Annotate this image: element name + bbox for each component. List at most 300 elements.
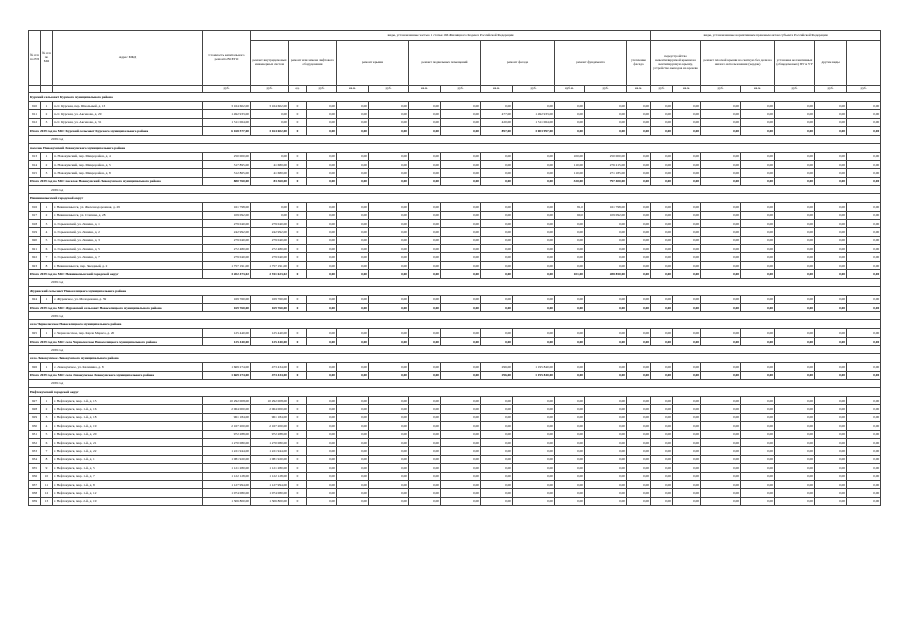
value-cell: 0,00 bbox=[651, 405, 673, 413]
value-cell: 0,00 bbox=[441, 160, 481, 168]
total-value-cell: 0,00 bbox=[337, 371, 369, 379]
value-cell: 276 215,00 bbox=[585, 160, 627, 168]
value-cell: 0,00 bbox=[441, 363, 481, 371]
table-row bbox=[29, 455, 881, 463]
unit-cell: руб. bbox=[847, 86, 881, 93]
row-number-cell: 921 bbox=[29, 245, 41, 253]
value-cell: 1 511 064,00 bbox=[513, 118, 555, 126]
value-cell: 0,00 bbox=[369, 160, 409, 168]
value-cell: 0,00 bbox=[741, 363, 775, 371]
value-cell: 0,00 bbox=[847, 236, 881, 244]
value-cell: 1 121 280,00 bbox=[251, 464, 289, 472]
value-cell: 0 bbox=[289, 405, 307, 413]
total-value-cell: 0,00 bbox=[627, 371, 651, 379]
value-cell: 1 306 800,00 bbox=[203, 497, 251, 505]
value-cell: 0,00 bbox=[481, 253, 513, 261]
row-number-cell: 928 bbox=[29, 405, 41, 413]
year-label: 2039 год bbox=[29, 135, 881, 143]
mo-number-cell: 8 bbox=[41, 455, 53, 463]
value-cell: 0,00 bbox=[369, 219, 409, 227]
value-cell: 0,00 bbox=[847, 261, 881, 269]
row-number-cell: 930 bbox=[29, 422, 41, 430]
value-cell: 1 757 191,00 bbox=[203, 261, 251, 269]
header-sub: ремонт внутридомовых инженерных систем bbox=[251, 41, 289, 86]
value-cell: 0,00 bbox=[627, 253, 651, 261]
value-cell: 0,00 bbox=[481, 422, 513, 430]
year-row bbox=[29, 186, 881, 194]
value-cell: 0,00 bbox=[673, 261, 701, 269]
total-value-cell: 0,00 bbox=[815, 127, 847, 135]
value-cell: 0,00 bbox=[815, 110, 847, 118]
value-cell: 0,00 bbox=[815, 152, 847, 160]
value-cell: 0,00 bbox=[651, 497, 673, 505]
address-cell: г. Нефтекумск, мкр. 1-й, д. 20 bbox=[53, 430, 203, 438]
value-cell: 60,0 bbox=[555, 211, 585, 219]
table-row bbox=[29, 211, 881, 219]
table-row bbox=[29, 102, 881, 110]
municipality-name: село Чернолесское Новоселицкого муниципального района bbox=[29, 320, 881, 329]
value-cell: 279 040,00 bbox=[203, 219, 251, 227]
value-cell: 0,00 bbox=[815, 203, 847, 211]
value-cell: 0,00 bbox=[513, 211, 555, 219]
table-row bbox=[29, 228, 881, 236]
total-value-cell: 296,00 bbox=[481, 371, 513, 379]
value-cell: 0,00 bbox=[337, 497, 369, 505]
value-cell: 0,00 bbox=[307, 253, 337, 261]
table-row bbox=[29, 152, 881, 160]
row-number-cell: 922 bbox=[29, 253, 41, 261]
value-cell: 0,00 bbox=[369, 203, 409, 211]
table-row bbox=[29, 295, 881, 303]
value-cell: 0,00 bbox=[815, 329, 847, 337]
total-label: Итого 2039 год по МО: Курский сельсовет Курского муниципального района bbox=[29, 127, 203, 135]
value-cell: 0,00 bbox=[337, 160, 369, 168]
value-cell: 0,00 bbox=[513, 422, 555, 430]
value-cell: 0,00 bbox=[775, 236, 815, 244]
header-col-mkd-num: № п/п по МО bbox=[41, 31, 53, 86]
value-cell: 0,00 bbox=[673, 228, 701, 236]
total-value-cell: 0,00 bbox=[741, 127, 775, 135]
address-cell: п. Горьковский, ул. Ленина, д. 1 bbox=[53, 219, 203, 227]
value-cell: 0,00 bbox=[585, 102, 627, 110]
total-value-cell: 0,00 bbox=[441, 371, 481, 379]
total-row bbox=[29, 337, 881, 345]
value-cell: 0,00 bbox=[651, 228, 673, 236]
total-value-cell: 0,00 bbox=[701, 177, 741, 185]
value-cell: 0,00 bbox=[627, 405, 651, 413]
total-value-cell: 0,00 bbox=[847, 337, 881, 345]
value-cell: 0,00 bbox=[555, 329, 585, 337]
value-cell: 0,00 bbox=[741, 455, 775, 463]
value-cell: 0,00 bbox=[409, 211, 441, 219]
value-cell: 0,00 bbox=[701, 110, 741, 118]
row-number-cell: 915 bbox=[29, 169, 41, 177]
municipality-name: село Левокумское Левокумского муниципального района bbox=[29, 354, 881, 363]
value-cell: 0,00 bbox=[441, 396, 481, 404]
value-cell: 0,00 bbox=[847, 211, 881, 219]
total-value-cell: 0,00 bbox=[585, 304, 627, 312]
value-cell: 1 270 080,00 bbox=[203, 438, 251, 446]
value-cell: 2 064 000,00 bbox=[251, 405, 289, 413]
table-row bbox=[29, 236, 881, 244]
value-cell: 0,00 bbox=[673, 396, 701, 404]
total-value-cell: 0,00 bbox=[555, 304, 585, 312]
value-cell: 0,00 bbox=[555, 261, 585, 269]
value-cell: 0,00 bbox=[441, 236, 481, 244]
year-row bbox=[29, 312, 881, 320]
address-cell: г. Невинномысск, пер. Звездный, д. 2 bbox=[53, 261, 203, 269]
value-cell: 0,00 bbox=[513, 430, 555, 438]
value-cell: 272 480,00 bbox=[251, 245, 289, 253]
value-cell: 0,00 bbox=[701, 160, 741, 168]
value-cell: 0,00 bbox=[847, 228, 881, 236]
value-cell: 0,00 bbox=[307, 169, 337, 177]
value-cell: 0,00 bbox=[673, 497, 701, 505]
total-value-cell: 0,00 bbox=[847, 371, 881, 379]
value-cell: 0 bbox=[289, 489, 307, 497]
mo-number-cell: 1 bbox=[41, 102, 53, 110]
total-value-cell: 0,00 bbox=[651, 371, 673, 379]
value-cell: 161 798,00 bbox=[203, 203, 251, 211]
value-cell: 0,00 bbox=[441, 329, 481, 337]
value-cell: 0,00 bbox=[847, 295, 881, 303]
total-value-cell: 0,00 bbox=[627, 304, 651, 312]
mo-number-cell: 3 bbox=[41, 118, 53, 126]
value-cell: 0,00 bbox=[741, 413, 775, 421]
value-cell: 0,00 bbox=[585, 438, 627, 446]
value-cell: 0,00 bbox=[369, 169, 409, 177]
value-cell: 0,00 bbox=[815, 405, 847, 413]
value-cell: 1 306 800,00 bbox=[251, 497, 289, 505]
value-cell: 972 288,00 bbox=[251, 430, 289, 438]
value-cell: 0,00 bbox=[701, 253, 741, 261]
value-cell: 0,00 bbox=[513, 160, 555, 168]
value-cell: 0 bbox=[289, 396, 307, 404]
value-cell: 1 127 994,00 bbox=[203, 480, 251, 488]
value-cell: 0,00 bbox=[307, 422, 337, 430]
address-cell: п. Горьковский, ул. Ленина, д. 7 bbox=[53, 253, 203, 261]
municipality-name: Невинномысский городской округ bbox=[29, 194, 881, 203]
total-value-cell: 0,00 bbox=[701, 270, 741, 278]
value-cell: 0,00 bbox=[585, 363, 627, 371]
value-cell: 0,00 bbox=[409, 261, 441, 269]
value-cell: 0,00 bbox=[701, 363, 741, 371]
header-col-cost: Стоимость капитального ремонта ВСЕГО bbox=[203, 31, 251, 86]
mo-number-cell: 8 bbox=[41, 261, 53, 269]
value-cell: 0,00 bbox=[673, 489, 701, 497]
value-cell: 0,00 bbox=[627, 497, 651, 505]
value-cell: 0,00 bbox=[585, 236, 627, 244]
value-cell: 0,00 bbox=[651, 447, 673, 455]
value-cell: 0 bbox=[289, 118, 307, 126]
value-cell: 0,00 bbox=[513, 329, 555, 337]
header-group-federal: виды, установленные частью 1 статьи 166 Жилищного Кодекса Российской Федерации bbox=[251, 31, 651, 41]
value-cell: 0,00 bbox=[409, 160, 441, 168]
total-value-cell: 0,00 bbox=[307, 270, 337, 278]
total-value-cell: 0,00 bbox=[555, 127, 585, 135]
value-cell: 0,00 bbox=[741, 110, 775, 118]
value-cell: 0,00 bbox=[673, 211, 701, 219]
value-cell: 0,00 bbox=[481, 169, 513, 177]
value-cell: 0,00 bbox=[369, 464, 409, 472]
value-cell: 10 292 008,00 bbox=[203, 396, 251, 404]
value-cell: 0,00 bbox=[513, 464, 555, 472]
value-cell: 0,00 bbox=[555, 245, 585, 253]
total-value-cell: 0,00 bbox=[337, 127, 369, 135]
total-value-cell: 0,00 bbox=[775, 177, 815, 185]
value-cell: 0,00 bbox=[775, 447, 815, 455]
total-value-cell: 3 003 997,00 bbox=[513, 127, 555, 135]
value-cell: 0,00 bbox=[409, 203, 441, 211]
year-label: 2039 год bbox=[29, 278, 881, 286]
value-cell: 1 757 191,00 bbox=[251, 261, 289, 269]
value-cell: 0,00 bbox=[651, 160, 673, 168]
value-cell: 0,00 bbox=[585, 497, 627, 505]
total-value-cell: 0,00 bbox=[741, 270, 775, 278]
value-cell: 0 bbox=[289, 253, 307, 261]
value-cell: 0,00 bbox=[673, 480, 701, 488]
value-cell: 0 bbox=[289, 160, 307, 168]
value-cell: 0,00 bbox=[369, 152, 409, 160]
mo-number-cell: 2 bbox=[41, 160, 53, 168]
value-cell: 1 492 933,00 bbox=[203, 110, 251, 118]
value-cell: 0,00 bbox=[337, 455, 369, 463]
total-value-cell: 0,00 bbox=[815, 337, 847, 345]
total-value-cell: 0,00 bbox=[673, 337, 701, 345]
row-number-cell: 914 bbox=[29, 160, 41, 168]
value-cell: 0,00 bbox=[775, 219, 815, 227]
value-cell: 0,00 bbox=[651, 413, 673, 421]
value-cell: 0,00 bbox=[409, 438, 441, 446]
value-cell: 0,00 bbox=[701, 118, 741, 126]
value-cell: 1 511 064,00 bbox=[203, 118, 251, 126]
value-cell: 0,00 bbox=[409, 363, 441, 371]
total-value-cell: 0,00 bbox=[555, 371, 585, 379]
value-cell: 0,00 bbox=[651, 396, 673, 404]
year-row bbox=[29, 346, 881, 354]
value-cell: 0,00 bbox=[701, 203, 741, 211]
value-cell: 1 121 280,00 bbox=[203, 464, 251, 472]
value-cell: 0,00 bbox=[481, 489, 513, 497]
value-cell: 0,00 bbox=[815, 438, 847, 446]
total-value-cell: 101,00 bbox=[555, 270, 585, 278]
value-cell: 0,00 bbox=[741, 169, 775, 177]
header-sub: ремонт или замена лифтового оборудования bbox=[289, 41, 337, 86]
value-cell: 0,00 bbox=[775, 363, 815, 371]
table-row bbox=[29, 118, 881, 126]
value-cell: 0,00 bbox=[337, 152, 369, 160]
mo-number-cell: 1 bbox=[41, 152, 53, 160]
value-cell: 0,00 bbox=[627, 169, 651, 177]
value-cell: 0,00 bbox=[307, 489, 337, 497]
value-cell: 0,00 bbox=[741, 438, 775, 446]
value-cell: 0,00 bbox=[701, 405, 741, 413]
year-label: 2039 год bbox=[29, 186, 881, 194]
value-cell: 0,00 bbox=[409, 455, 441, 463]
value-cell: 0,00 bbox=[555, 472, 585, 480]
value-cell: 0,00 bbox=[585, 329, 627, 337]
header-sub: другие виды bbox=[815, 41, 847, 86]
value-cell: 0,00 bbox=[673, 253, 701, 261]
value-cell: 0,00 bbox=[513, 489, 555, 497]
address-cell: г. Нефтекумск, мкр. 1-й, д. 5 bbox=[53, 464, 203, 472]
value-cell: 0,00 bbox=[409, 253, 441, 261]
total-value-cell: 0,00 bbox=[627, 177, 651, 185]
value-cell: 0,00 bbox=[481, 405, 513, 413]
mo-number-cell: 7 bbox=[41, 447, 53, 455]
total-value-cell: 0,00 bbox=[441, 127, 481, 135]
table-row bbox=[29, 447, 881, 455]
value-cell: 0,00 bbox=[815, 118, 847, 126]
value-cell: 0,00 bbox=[673, 295, 701, 303]
value-cell: 0,00 bbox=[815, 102, 847, 110]
total-value-cell: 288 850,00 bbox=[585, 270, 627, 278]
value-cell: 0,00 bbox=[585, 480, 627, 488]
total-value-cell: 2 911 623,02 bbox=[251, 270, 289, 278]
table-row bbox=[29, 253, 881, 261]
value-cell: 0,00 bbox=[555, 102, 585, 110]
value-cell: 0,00 bbox=[775, 413, 815, 421]
value-cell: 0,00 bbox=[701, 430, 741, 438]
value-cell: 0,00 bbox=[369, 430, 409, 438]
unit-cell: кв.м. bbox=[337, 86, 369, 93]
units-row bbox=[29, 86, 881, 93]
value-cell: 296,00 bbox=[481, 363, 513, 371]
value-cell: 0,00 bbox=[337, 236, 369, 244]
value-cell: 0,00 bbox=[847, 245, 881, 253]
value-cell: 0,00 bbox=[555, 295, 585, 303]
value-cell: 0,00 bbox=[481, 396, 513, 404]
total-value-cell: 6 168 577,00 bbox=[203, 127, 251, 135]
value-cell: 0,00 bbox=[441, 464, 481, 472]
value-cell: 0,00 bbox=[481, 219, 513, 227]
value-cell: 0,00 bbox=[441, 405, 481, 413]
total-value-cell: 0,00 bbox=[651, 304, 673, 312]
mo-number-cell: 9 bbox=[41, 464, 53, 472]
value-cell: 0,00 bbox=[741, 489, 775, 497]
row-number-cell: 929 bbox=[29, 413, 41, 421]
value-cell: 0,00 bbox=[775, 489, 815, 497]
header-sub: переустройство невентилируемой крыши на вентилируемую крышу, устройство выходов на кровлю bbox=[651, 41, 701, 86]
value-cell: 0,00 bbox=[627, 455, 651, 463]
header-sub: ремонт фундамента bbox=[555, 41, 627, 86]
value-cell: 0,00 bbox=[369, 102, 409, 110]
address-cell: п. Горьковский, ул. Ленина, д. 2 bbox=[53, 228, 203, 236]
total-value-cell: 0 bbox=[289, 371, 307, 379]
address-cell: с. Журавское, ул. Молодежная, д. 59 bbox=[53, 295, 203, 303]
value-cell: 0,00 bbox=[409, 489, 441, 497]
unit-cell-blank bbox=[53, 86, 203, 93]
address-cell: п. Новокумский, пер. Микрорайон, д. 8 bbox=[53, 169, 203, 177]
value-cell: 0,00 bbox=[627, 430, 651, 438]
total-value-cell: 0,00 bbox=[409, 270, 441, 278]
value-cell: 0,00 bbox=[775, 422, 815, 430]
value-cell: 1 221 944,00 bbox=[203, 447, 251, 455]
mo-number-cell: 6 bbox=[41, 245, 53, 253]
table-row bbox=[29, 396, 881, 404]
value-cell: 0,00 bbox=[627, 413, 651, 421]
table-row bbox=[29, 489, 881, 497]
value-cell: 0,00 bbox=[409, 102, 441, 110]
value-cell: 0,00 bbox=[251, 203, 289, 211]
value-cell: 0,00 bbox=[555, 219, 585, 227]
mo-number-cell: 2 bbox=[41, 405, 53, 413]
total-value-cell: 0,00 bbox=[651, 337, 673, 345]
total-value-cell: 0,00 bbox=[627, 270, 651, 278]
value-cell: 0,00 bbox=[409, 236, 441, 244]
unit-cell: руб. bbox=[815, 86, 847, 93]
total-value-cell: 0,00 bbox=[585, 337, 627, 345]
value-cell: 169 760,00 bbox=[251, 295, 289, 303]
value-cell: 0,00 bbox=[651, 430, 673, 438]
value-cell: 0,00 bbox=[481, 203, 513, 211]
total-value-cell: 0,00 bbox=[409, 371, 441, 379]
value-cell: 0,00 bbox=[815, 245, 847, 253]
value-cell: 0,00 bbox=[369, 363, 409, 371]
value-cell: 0,00 bbox=[337, 245, 369, 253]
value-cell: 0,00 bbox=[441, 152, 481, 160]
total-value-cell: 0,00 bbox=[775, 127, 815, 135]
value-cell: 0,00 bbox=[307, 455, 337, 463]
value-cell: 0,00 bbox=[815, 169, 847, 177]
value-cell: 0,00 bbox=[441, 295, 481, 303]
value-cell: 0,00 bbox=[701, 261, 741, 269]
table-row bbox=[29, 464, 881, 472]
total-value-cell: 0,00 bbox=[701, 304, 741, 312]
value-cell: 0,00 bbox=[409, 413, 441, 421]
total-value-cell: 0,00 bbox=[481, 177, 513, 185]
value-cell: 0,00 bbox=[337, 396, 369, 404]
capital-repair-table-sheet bbox=[28, 30, 880, 506]
value-cell: 0,00 bbox=[627, 464, 651, 472]
value-cell: 0,00 bbox=[513, 438, 555, 446]
total-value-cell: 0,00 bbox=[627, 127, 651, 135]
mo-number-cell: 1 bbox=[41, 203, 53, 211]
value-cell: 0,00 bbox=[847, 405, 881, 413]
mo-number-cell: 4 bbox=[41, 228, 53, 236]
value-cell: 0,00 bbox=[741, 102, 775, 110]
mo-number-cell: 2 bbox=[41, 110, 53, 118]
unit-cell: руб. bbox=[585, 86, 627, 93]
total-value-cell: 897,00 bbox=[481, 127, 513, 135]
value-cell: 0,00 bbox=[627, 110, 651, 118]
value-cell: 0,00 bbox=[651, 203, 673, 211]
value-cell: 125 440,00 bbox=[203, 329, 251, 337]
value-cell: 0,00 bbox=[673, 455, 701, 463]
value-cell: 0,00 bbox=[441, 480, 481, 488]
value-cell: 0,00 bbox=[337, 472, 369, 480]
value-cell: 0,00 bbox=[775, 169, 815, 177]
value-cell: 0,00 bbox=[369, 329, 409, 337]
total-value-cell: 0,00 bbox=[701, 127, 741, 135]
value-cell: 0,00 bbox=[307, 160, 337, 168]
total-label: Итого 2039 год по МО: поселок Новокумский Левокумского муниципального района bbox=[29, 177, 203, 185]
value-cell: 0,00 bbox=[555, 363, 585, 371]
total-value-cell: 0,00 bbox=[441, 337, 481, 345]
mo-number-cell: 1 bbox=[41, 363, 53, 371]
value-cell: 0,00 bbox=[307, 228, 337, 236]
value-cell: 0,00 bbox=[369, 447, 409, 455]
value-cell: 3 164 602,00 bbox=[203, 102, 251, 110]
value-cell: 0,00 bbox=[847, 472, 881, 480]
value-cell: 41 680,00 bbox=[251, 169, 289, 177]
total-value-cell: 0,00 bbox=[673, 177, 701, 185]
value-cell: 279 040,00 bbox=[251, 219, 289, 227]
year-row bbox=[29, 135, 881, 143]
value-cell: 0,00 bbox=[555, 497, 585, 505]
value-cell: 0,00 bbox=[627, 447, 651, 455]
total-value-cell: 880 760,00 bbox=[203, 177, 251, 185]
